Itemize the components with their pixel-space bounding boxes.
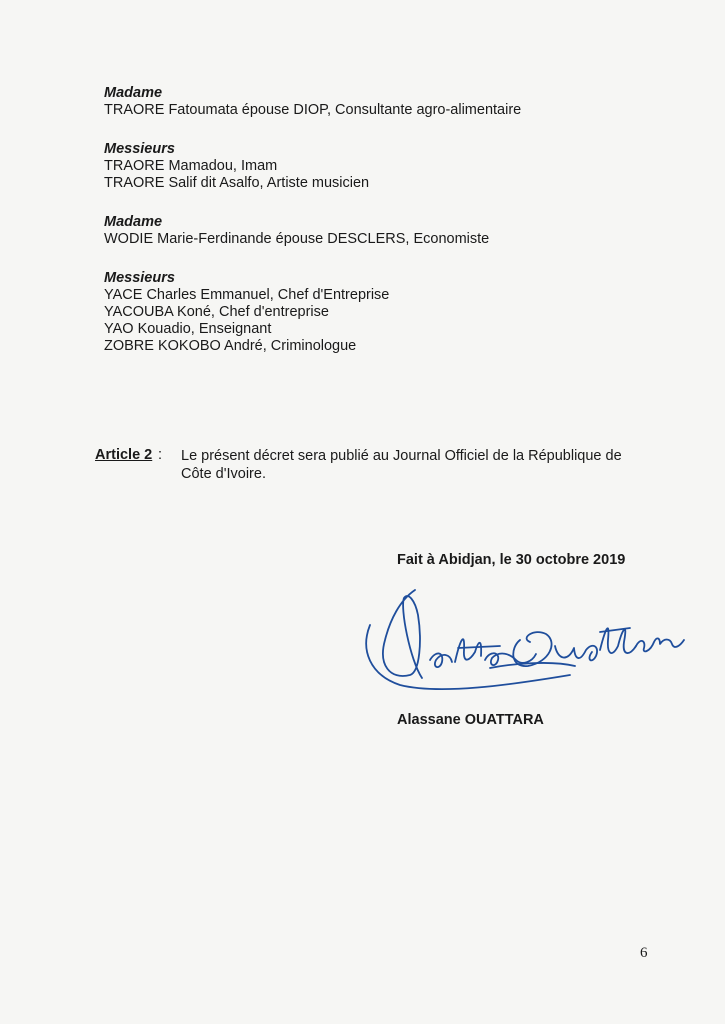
member-group-3 <box>104 214 489 248</box>
page-number: 6 <box>640 945 648 961</box>
member-line: WODIE Marie-Ferdinande épouse DESCLERS, Economiste <box>104 231 490 247</box>
member-line: TRAORE Mamadou, Imam <box>104 158 278 174</box>
signature-stroke <box>455 639 481 662</box>
group-heading: Madame <box>104 85 163 101</box>
article-colon: : <box>158 447 163 463</box>
member-line: YACOUBA Koné, Chef d'entreprise <box>104 304 329 320</box>
signature-stroke <box>555 646 597 661</box>
group-heading: Madame <box>104 214 163 230</box>
group-heading: Messieurs <box>104 270 175 286</box>
member-group-1 <box>104 85 521 119</box>
member-group-2 <box>104 141 369 192</box>
signature-image <box>360 580 700 705</box>
signer-name: Alassane OUATTARA <box>397 712 544 728</box>
signature-stroke <box>636 638 684 651</box>
member-line: ZOBRE KOKOBO André, Criminologue <box>104 338 357 354</box>
signature-stroke <box>383 590 422 678</box>
article-label: Article 2 <box>95 447 153 463</box>
member-line: TRAORE Salif dit Asalfo, Artiste musicien <box>104 175 370 191</box>
member-line: YACE Charles Emmanuel, Chef d'Entreprise <box>104 287 390 303</box>
signature-stroke <box>430 653 452 667</box>
member-group-4 <box>104 270 389 355</box>
place-date: Fait à Abidjan, le 30 octobre 2019 <box>397 552 626 568</box>
article-text: Le présent décret sera publié au Journal Officiel de la République de Côte d'Ivoire. <box>181 448 622 482</box>
signature-stroke <box>366 625 570 689</box>
group-heading: Messieurs <box>104 141 175 157</box>
member-line: TRAORE Fatoumata épouse DIOP, Consultante agro-alimentaire <box>104 102 522 118</box>
signature-stroke <box>513 632 551 666</box>
member-line: YAO Kouadio, Enseignant <box>104 321 272 337</box>
